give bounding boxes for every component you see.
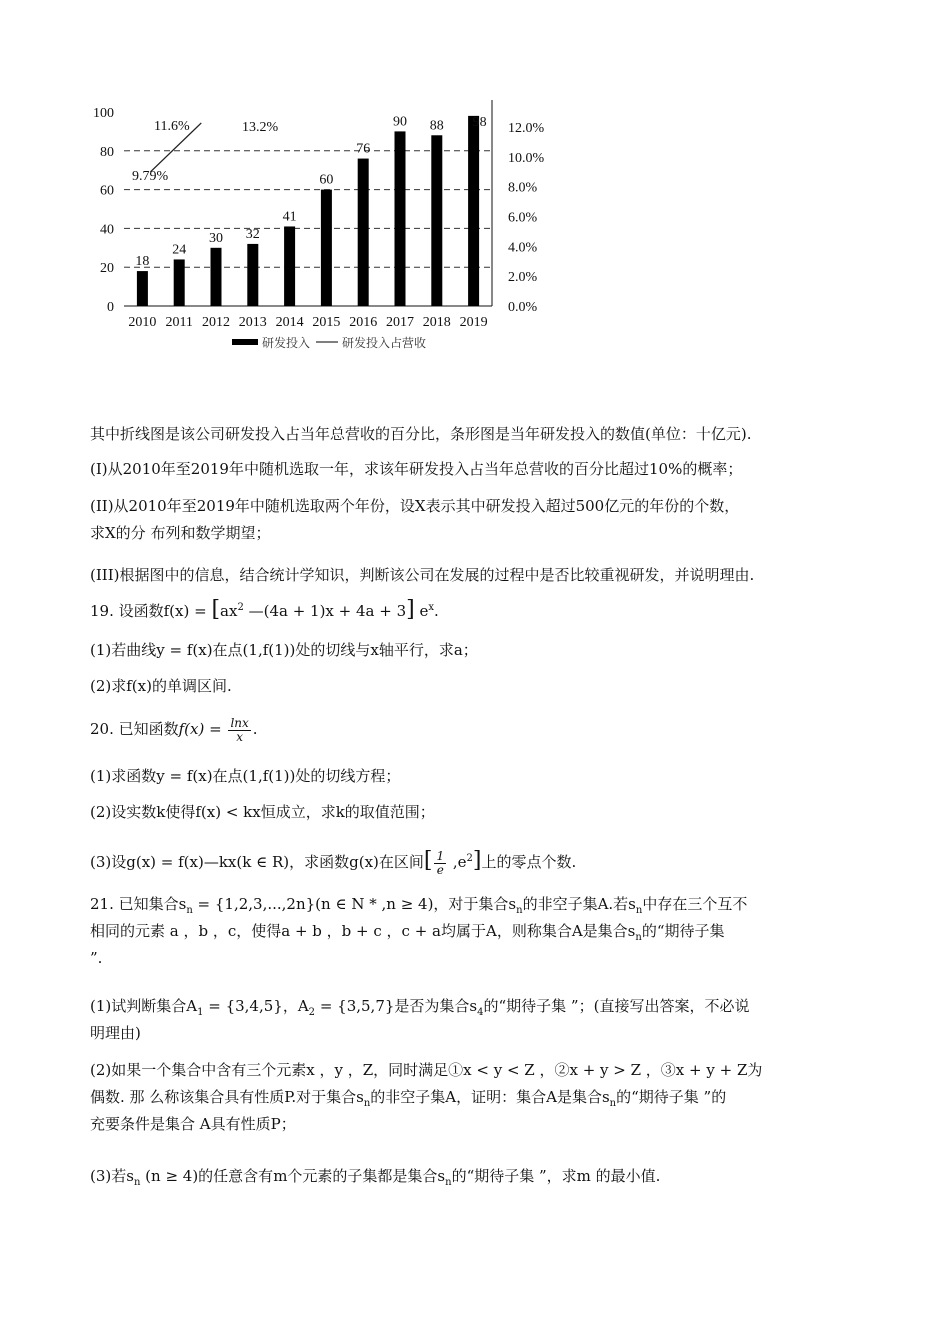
q18-part1 — [90, 456, 865, 483]
sub-n: n — [635, 932, 642, 943]
q21-b: = {1,2,3,...,2n}(n ∈ N * ,n ≥ 4)，对于集合s — [192, 895, 517, 913]
x-tick-label: 2011 — [165, 315, 193, 330]
right-tick-label: 8.0% — [508, 180, 538, 196]
right-axis-ticks — [508, 121, 545, 315]
bar-value-label: 18 — [135, 254, 150, 270]
x-axis-ticks — [128, 315, 487, 330]
x-tick-label: 2014 — [275, 315, 304, 330]
q20-interval-den: e — [436, 862, 444, 877]
q20-part3: (3)设g(x) = f(x)—kx(k ∈ R)，求函数g(x)在区间[ $\frac{1}{e}$ $,e^2$]上的零点个数. — [90, 848, 577, 877]
bar-value-label: 90 — [393, 114, 407, 130]
bar-value-label: 98 — [472, 114, 487, 130]
x-tick-label: 2012 — [202, 315, 230, 330]
left-axis-ticks — [93, 106, 114, 315]
sub-n: n — [133, 1177, 141, 1188]
bar-2013 — [247, 244, 258, 306]
q18-part2-text-b: 求X的分 布列和数学期望； — [90, 524, 271, 542]
q21-1d: 的“期待子集 ”；(直接写出答案，不必说 — [483, 997, 750, 1015]
q21-e: 相同的元素 a ，b ，c，使得a + b ，b + c ，c + a均属于A，则称集合A是集合s — [90, 922, 636, 940]
x-tick-label: 2015 — [312, 315, 341, 330]
q20-part2 — [90, 799, 865, 826]
bar-value-label: 60 — [319, 172, 334, 188]
legend-bar-label: 研发投入 — [262, 336, 311, 350]
q20-interval-fraction — [434, 850, 446, 877]
q21-d: 中存在三个互不 — [642, 895, 748, 913]
q20-interval-e: ,e — [448, 853, 467, 871]
right-tick-label: 6.0% — [508, 210, 538, 226]
q20-part1-text: (1)求函数y = f(x)在点(1,f(1))处的切线方程； — [90, 767, 401, 785]
q21-1b: = {3,4,5}，A — [203, 997, 309, 1015]
chart-legend — [232, 335, 426, 350]
sub-n: n — [363, 1098, 371, 1109]
right-tick-label: 2.0% — [508, 270, 538, 286]
x-tick-label: 2019 — [459, 315, 488, 330]
percent-line-series — [132, 119, 279, 184]
q20-part1 — [90, 763, 865, 790]
q21-part2 — [90, 1057, 865, 1138]
left-tick-label: 20 — [100, 261, 114, 277]
intro-paragraph — [90, 421, 865, 448]
q21-f: 的“期待子集 — [641, 922, 725, 940]
q21-3b: (n ≥ 4)的任意含有m个元素的子集都是集合s — [140, 1167, 446, 1185]
q21-1e: 明理由) — [90, 1024, 141, 1042]
q18-part3 — [90, 562, 865, 589]
q20-interval-sup: 2 — [466, 853, 473, 864]
bar-value-label: 32 — [245, 226, 260, 242]
x-tick-label: 2016 — [349, 315, 378, 330]
q21-2a: (2)如果一个集合中含有三个元素x ，y ，Z，同时满足①x < y < Z ，②x + y > Z ，③x + y + Z为 — [90, 1061, 763, 1079]
q21-2b: 偶数. 那 么称该集合具有性质P.对于集合s — [90, 1088, 364, 1106]
left-tick-label: 60 — [100, 183, 114, 199]
bar-2012 — [211, 248, 222, 306]
line-label: 11.6% — [154, 119, 190, 134]
sub-2: 2 — [308, 1007, 316, 1018]
bar-2011 — [174, 259, 185, 306]
q18-part2-text-a: (II)从2010年至2019年中随机选取两个年份，设X表示其中研发投入超过500亿元的年份的个数， — [90, 497, 740, 515]
sub-n: n — [635, 905, 643, 916]
q21-3a: (3)若s — [90, 1167, 134, 1185]
q21-1a: (1)试判断集合A — [90, 997, 198, 1015]
q19-e: e — [414, 602, 429, 620]
q19-sup2: 2 — [237, 602, 244, 613]
left-tick-label: 100 — [93, 106, 114, 121]
q20-fraction — [228, 717, 250, 744]
q21-part3 — [90, 1163, 865, 1190]
q20-part3-text-a: (3)设g(x) = f(x)—kx(k ∈ R)，求函数g(x)在区间 — [90, 853, 424, 871]
q21-2e: 充要条件是集合 A具有性质P； — [90, 1115, 296, 1133]
q19-part2-text: (2)求f(x)的单调区间. — [90, 677, 232, 695]
q20-denominator: x — [236, 729, 244, 744]
q21-c: 的非空子集A.若s — [522, 895, 636, 913]
q18-part1-text: (I)从2010年至2019年中随机选取一年，求该年研发投入占当年总营收的百分比超过10%的概率； — [90, 460, 743, 478]
right-tick-label: 10.0% — [508, 150, 545, 166]
q20-pre: 20. 已知函数 — [90, 720, 179, 738]
q20-stem: 20. 已知函数f(x) = $\frac{\ln x}{x}$ . — [90, 715, 258, 744]
right-tick-label: 0.0% — [508, 300, 538, 315]
bar-value-label: 76 — [356, 141, 371, 157]
q19-part1-text: (1)若曲线y = f(x)在点(1,f(1))处的切线与x轴平行，求a； — [90, 641, 478, 659]
line-label: 13.2% — [242, 120, 279, 135]
q20-numerator: lnx — [230, 715, 249, 730]
q19-part2 — [90, 673, 865, 700]
sub-n: n — [186, 905, 193, 916]
bar-2010 — [137, 271, 148, 306]
sub-n: n — [609, 1098, 617, 1109]
q20-part2-text: (2)设实数k使得f(x) < kx恒成立，求k的取值范围； — [90, 803, 435, 821]
x-tick-label: 2013 — [238, 315, 267, 330]
q21-part1 — [90, 993, 865, 1047]
x-tick-label: 2010 — [128, 315, 157, 330]
q19-mid: —(4a + 1)x + 4a + 3 — [243, 602, 407, 620]
intro-text: 其中折线图是该公司研发投入占当年总营收的百分比，条形图是当年研发投入的数值(单位：十亿元). — [90, 425, 752, 443]
q21-a: 21. 已知集合s — [90, 895, 187, 913]
sub-4: 4 — [477, 1007, 484, 1018]
bar-value-label: 41 — [282, 209, 297, 225]
left-tick-label: 80 — [100, 144, 114, 160]
q20-fx: f(x) = — [178, 720, 227, 738]
bar-2016 — [358, 159, 369, 306]
right-tick-label: 4.0% — [508, 240, 538, 256]
q20-part3-text-b: 上的零点个数. — [481, 853, 577, 871]
q20-interval-num: 1 — [436, 848, 445, 863]
bar-2015 — [321, 190, 332, 306]
q18-part2 — [90, 493, 865, 547]
x-tick-label: 2018 — [422, 315, 451, 330]
bar-2018 — [431, 135, 442, 306]
left-tick-label: 40 — [100, 222, 114, 238]
bar-value-label: 30 — [209, 230, 223, 246]
q19-supx: x — [428, 602, 435, 613]
bar-value-label: 24 — [172, 242, 187, 258]
q21-2d: 的“期待子集 ”的 — [616, 1088, 727, 1106]
q19-stem: 19. 设函数$f(x) = [ax^2$ —(4a + 1)x + 4a + 3] $e^x$. — [90, 597, 439, 622]
sub-n: n — [445, 1177, 452, 1188]
bar-line-chart — [70, 100, 570, 360]
q21-3c: 的“期待子集 ”，求m 的最小值. — [451, 1167, 661, 1185]
legend-line-label: 研发投入占营收 — [342, 336, 427, 350]
legend-bar-swatch — [232, 339, 258, 345]
chart-bars — [137, 116, 479, 306]
q21-1c: = {3,5,7}是否为集合s — [315, 997, 478, 1015]
line-label: 9.79% — [132, 169, 169, 184]
sub-1: 1 — [197, 1007, 204, 1018]
left-tick-label: 0 — [107, 300, 114, 315]
bar-2014 — [284, 226, 295, 306]
bar-2019 — [468, 116, 479, 306]
bar-2017 — [395, 131, 406, 306]
q19-ax: ax — [220, 602, 238, 620]
q19-pre: 19. 设函数f(x) = — [90, 602, 212, 620]
bar-value-label: 88 — [429, 118, 444, 134]
q21-stem — [90, 891, 865, 972]
x-tick-label: 2017 — [386, 315, 414, 330]
q21-g: ”. — [90, 949, 103, 967]
q19-part1 — [90, 637, 865, 664]
q21-2c: 的非空子集A，证明：集合A是集合s — [370, 1088, 610, 1106]
sub-n: n — [516, 905, 523, 916]
q18-part3-text: (III)根据图中的信息，结合统计学知识，判断该公司在发展的过程中是否比较重视研发，并说明理由. — [90, 566, 755, 584]
right-tick-label: 12.0% — [508, 121, 545, 136]
